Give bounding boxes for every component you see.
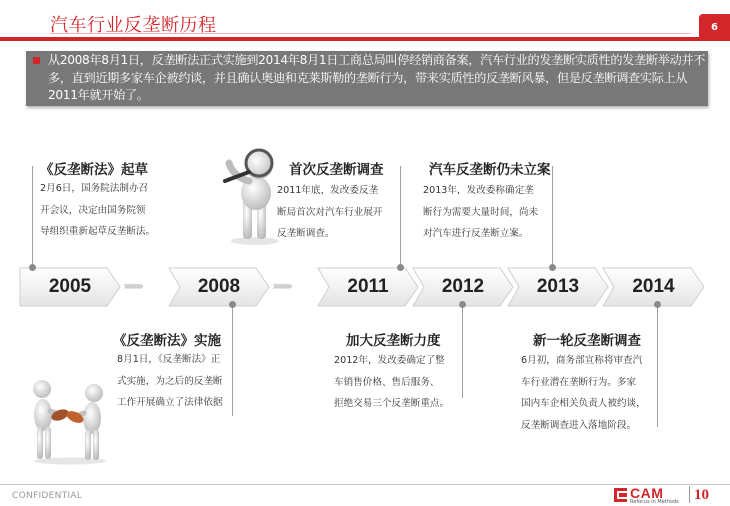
page-number-badge: 6 <box>699 14 730 41</box>
connector-2012 <box>462 305 463 398</box>
intro-text: 从2008年8月1日，反垄断法正式实施到2014年8月1日工商总局叫停经销商备案，汽车行业的发垄断实质性的发垄断举动并不多，直到近期多家车企被约谈，并且确认奥迪和克莱斯勒的垄断行为，带来实质性的反垄断风暴，但是反垄断调查实际上从2011年就开始了。 <box>48 53 706 102</box>
cam-logo-mark-icon <box>613 487 628 503</box>
connector-dot <box>549 264 556 271</box>
event-body-2012: 2012年，发改委确定了整 车销售价格、售后服务、 拒绝交易三个反垄断重点。 <box>334 355 450 409</box>
connector-dot <box>459 301 466 308</box>
connector-2013 <box>552 166 553 269</box>
timeline-dash-connector: ›››››››››› <box>123 279 141 293</box>
year-label: 2012 <box>441 276 485 297</box>
event-title-2014: 新一轮反垄断调查 <box>533 333 641 349</box>
connector-2014 <box>657 305 658 427</box>
logo-tagline: Refocus in Methods <box>630 499 679 505</box>
connector-dot <box>654 301 661 308</box>
title-underline <box>50 33 690 34</box>
connector-2005 <box>32 166 33 267</box>
logo-separator <box>689 486 690 503</box>
year-label: 2011 <box>347 276 389 297</box>
year-chevron-2013 <box>507 267 609 307</box>
event-body-2005: 2月6日，国务院法制办召 开会议，决定由国务院领 导组织重新起草反垄断法。 <box>40 183 156 237</box>
connector-dot <box>397 264 404 271</box>
year-chevron-2011 <box>317 267 419 307</box>
anniversary-logo: 10 <box>694 487 709 503</box>
timeline-dash-connector: ›››››››››› <box>272 279 290 293</box>
company-logo: CAM <box>630 485 664 501</box>
event-body-2014: 6月初，商务部宣称将审查汽 车行业潜在垄断行为。多家 国内车企相关负责人被约谈， 反垄断调查进入落地阶段。 <box>521 355 646 431</box>
handshake-figures-icon <box>28 375 113 465</box>
year-chevron-2014 <box>602 267 705 307</box>
event-body-2011: 2011年底，发改委反垄 断局首次对汽车行业展开 反垄断调查。 <box>277 185 383 239</box>
year-label: 2008 <box>197 276 241 297</box>
connector-dot <box>29 264 36 271</box>
event-title-2005: 《反垄断法》起草 <box>40 162 148 178</box>
magnifier-figure-icon <box>219 141 289 246</box>
event-title-2013: 汽车反垄断仍未立案 <box>429 162 551 178</box>
year-chevron-2008 <box>168 267 270 307</box>
event-title-2008: 《反垄断法》实施 <box>113 333 221 349</box>
confidential-label: CONFIDENTIAL <box>12 491 83 501</box>
intro-box <box>26 51 708 106</box>
connector-2011 <box>400 166 401 269</box>
event-body-2008: 8月1日，《反垄断法》正 式实施，为之后的反垄断 工作开展确立了法律依据 <box>117 354 223 408</box>
year-label: 2005 <box>48 276 92 297</box>
connector-2008 <box>232 305 233 416</box>
bullet-square-icon <box>33 57 40 64</box>
event-title-2011: 首次反垄断调查 <box>289 162 384 178</box>
connector-dot <box>229 301 236 308</box>
event-title-2012: 加大反垄断力度 <box>346 333 441 349</box>
event-body-2013: 2013年，发改委称确定垄 断行为需要大量时间，尚未 对汽车进行反垄断立案。 <box>423 185 539 239</box>
header-divider <box>0 37 730 41</box>
footer-divider <box>0 484 730 485</box>
year-label: 2014 <box>632 276 675 297</box>
page-title: 汽车行业反垄断历程 <box>50 15 217 36</box>
year-label: 2013 <box>536 276 580 297</box>
year-chevron-2005 <box>19 267 121 307</box>
